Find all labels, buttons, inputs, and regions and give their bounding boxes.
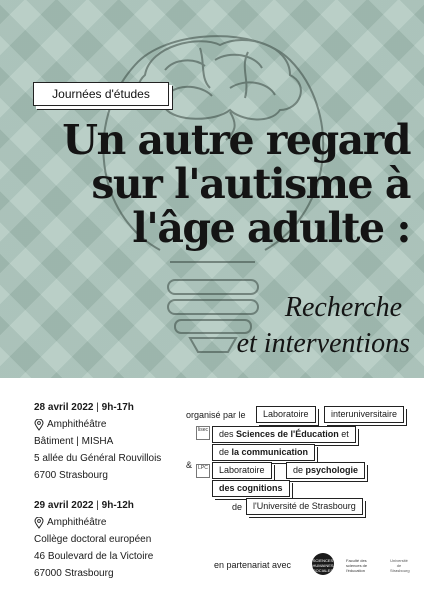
event-1-time: 9h-17h [101,402,134,413]
event-2-separator: | [93,500,102,511]
event-type-tag: Journées d'études [33,82,169,106]
org-lab2-box-c [212,480,290,497]
org-lab1-c-post: et [338,429,349,439]
event-day-2 [34,497,153,582]
org-lab2-box-a: Laboratoire [212,462,272,479]
org-lab2-box-b [286,462,365,479]
org-lab1-box-d [212,444,315,461]
org-lab2-box-d: l'Université de Strasbourg [246,498,363,515]
org-lab1-c-pre: des [219,429,237,439]
title-line-2: sur l'autisme à [91,160,410,208]
event-day-1 [34,399,161,484]
event-2-date: 29 avril 2022 [34,500,94,511]
org-lab2-d-pre: de [232,502,243,512]
org-lab2-c: des cognitions [219,483,283,493]
subtitle-line-1: Recherche [284,292,402,323]
sciences-humaines-logo: SCIENCES HUMAINES SOCIALES [312,553,334,575]
location-pin-icon [34,419,44,431]
org-lab1-c-bold: Sciences de l'Éducation [236,429,339,439]
title-line-3: l'âge adulte : [132,204,410,252]
university-logo: Université de Strasbourg [390,558,410,573]
event-2-street: 46 Boulevard de la Victoire [34,551,154,562]
event-1-street: 5 allée du Général Rouvillois [34,453,162,464]
org-lab2-b-bold: psychologie [305,465,359,475]
main-title [10,118,410,250]
event-1-venue: Amphithéâtre [47,419,107,430]
organizer-intro: organisé par le [186,410,246,420]
event-1-venue-row [34,416,161,433]
title-line-1: Un autre regard [62,116,410,164]
event-1-city: 6700 Strasbourg [34,470,108,481]
event-2-time: 9h-12h [101,500,134,511]
org-lab1-d-pre: de [219,447,232,457]
lpc-logo: LPC [196,464,210,478]
event-2-datetime [34,497,153,514]
event-2-venue-row [34,514,153,531]
lisec-logo: lisec [196,426,210,440]
event-1-building: Bâtiment | MISHA [34,436,114,447]
location-pin-icon [34,517,44,529]
event-2-venue: Amphithéâtre [47,517,107,528]
subtitle-line-2: et interventions [236,328,410,359]
org-lab2-b-pre: de [293,465,306,475]
event-1-datetime [34,399,161,416]
event-1-date: 28 avril 2022 [34,402,94,413]
org-lab1-box-b: interuniversitaire [324,406,404,423]
org-lab1-box-c [212,426,356,443]
faculty-logo: Faculté des sciences de l'éducation [346,558,368,573]
ampersand: & [186,460,193,470]
subtitle [102,290,410,362]
event-2-building: Collège doctoral européen [34,534,152,545]
org-lab1-box-a: Laboratoire [256,406,316,423]
event-2-city: 67000 Strasbourg [34,568,114,579]
org-lab1-d-bold: la communication [231,447,309,457]
event-1-separator: | [93,402,102,413]
partners-label: en partenariat avec [214,560,292,570]
